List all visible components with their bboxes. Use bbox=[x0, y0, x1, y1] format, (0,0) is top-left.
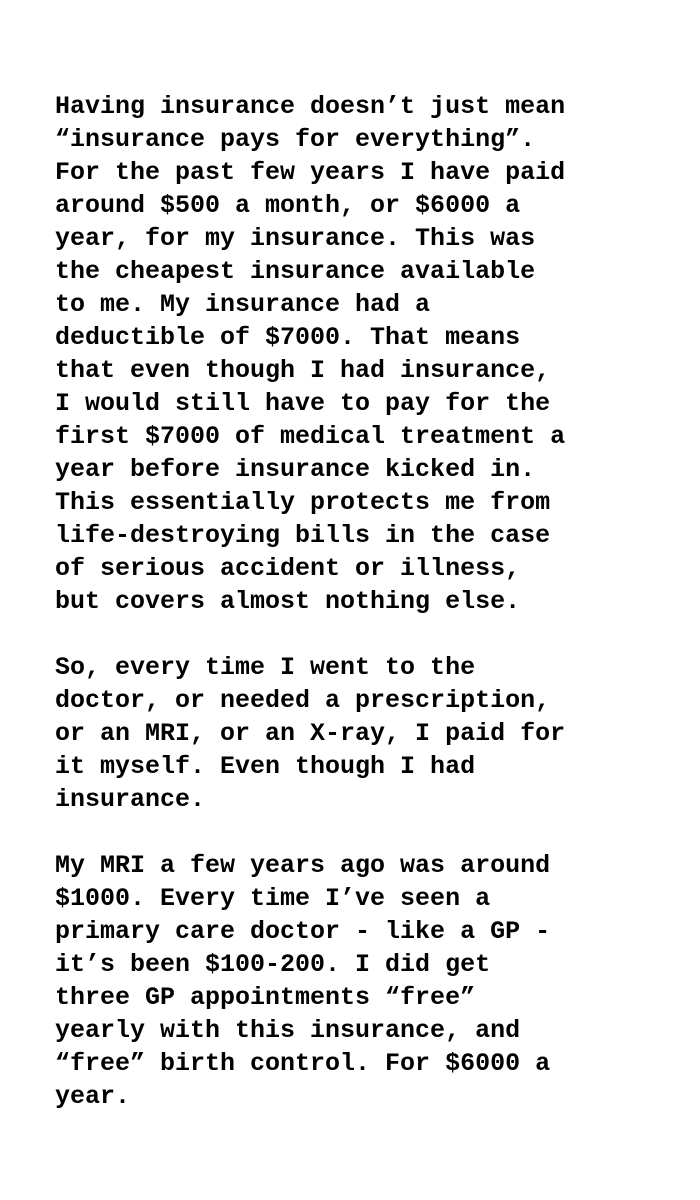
text-line: first $7000 of medical treatment a bbox=[55, 422, 566, 451]
text-line: but covers almost nothing else. bbox=[55, 587, 521, 616]
text-line: or an MRI, or an X-ray, I paid for bbox=[55, 719, 566, 748]
paragraph-insurance-costs bbox=[55, 90, 695, 618]
text-line: year. bbox=[55, 1082, 131, 1111]
text-line: three GP appointments “free” bbox=[55, 983, 476, 1012]
text-line: year, for my insurance. This was bbox=[55, 224, 536, 253]
text-line: to me. My insurance had a bbox=[55, 290, 431, 319]
text-line: So, every time I went to the bbox=[55, 653, 476, 682]
story-text bbox=[55, 90, 695, 1146]
text-line: the cheapest insurance available bbox=[55, 257, 536, 286]
text-line: yearly with this insurance, and bbox=[55, 1016, 521, 1045]
text-line: For the past few years I have paid bbox=[55, 158, 566, 187]
text-line: “insurance pays for everything”. bbox=[55, 125, 536, 154]
text-line: Having insurance doesn’t just mean bbox=[55, 92, 566, 121]
text-line: around $500 a month, or $6000 a bbox=[55, 191, 521, 220]
text-line: that even though I had insurance, bbox=[55, 356, 551, 385]
text-line: doctor, or needed a prescription, bbox=[55, 686, 551, 715]
text-line: “free” birth control. For $6000 a bbox=[55, 1049, 551, 1078]
text-line: year before insurance kicked in. bbox=[55, 455, 536, 484]
paragraph-examples bbox=[55, 849, 695, 1113]
text-line: it’s been $100-200. I did get bbox=[55, 950, 491, 979]
text-line: primary care doctor - like a GP - bbox=[55, 917, 551, 946]
text-line: This essentially protects me from bbox=[55, 488, 551, 517]
text-line: life-destroying bills in the case bbox=[55, 521, 551, 550]
text-line: of serious accident or illness, bbox=[55, 554, 521, 583]
text-line: insurance. bbox=[55, 785, 206, 814]
paragraph-paid-myself bbox=[55, 651, 695, 816]
text-line: deductible of $7000. That means bbox=[55, 323, 521, 352]
text-line: My MRI a few years ago was around bbox=[55, 851, 551, 880]
text-line: $1000. Every time I’ve seen a bbox=[55, 884, 491, 913]
text-line: I would still have to pay for the bbox=[55, 389, 551, 418]
text-line: it myself. Even though I had bbox=[55, 752, 476, 781]
